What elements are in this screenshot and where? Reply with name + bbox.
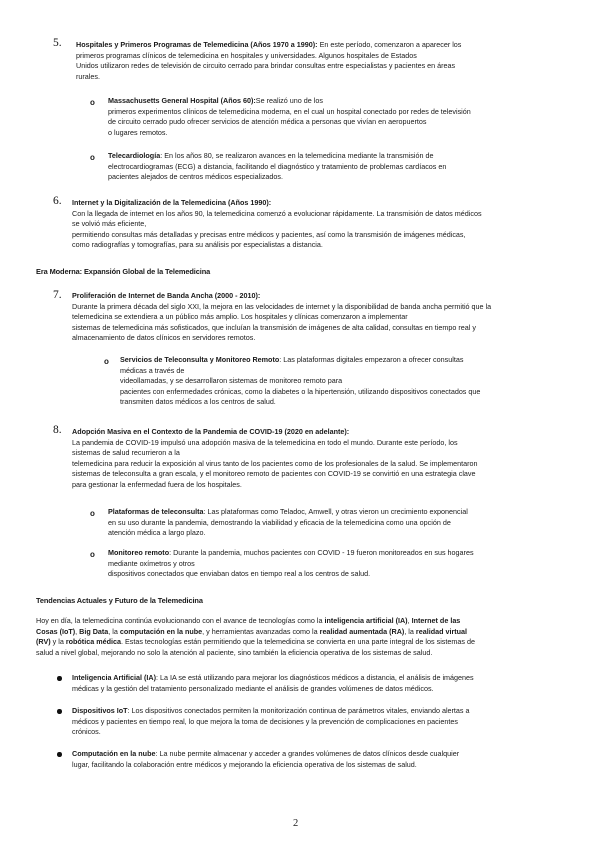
text-span: inteligencia artificial (IA): [324, 616, 408, 625]
item-7-sub-1-title: Servicios de Teleconsulta y Monitoreo Remoto: [120, 355, 280, 364]
square-bullet-icon: o: [90, 550, 95, 559]
text-span: Internet de las: [411, 616, 461, 625]
text-line: para gestionar la enfermedad fuera de los hospitales.: [72, 479, 242, 489]
page-number: 2: [293, 818, 299, 829]
text-line: En este período, comenzaron a aparecer los: [319, 40, 462, 49]
trend-bullet-title: Dispositivos IoT: [72, 706, 128, 715]
text-span: . Estas tecnologías están permitiendo que la telemedicina se convierta en una parte integral de los sistemas de: [120, 637, 475, 646]
text-line: Se realizó uno de los: [255, 96, 323, 105]
item-5-sub-1-title: Massachusetts General Hospital (Años 60):: [108, 96, 256, 105]
text-span: , la: [404, 626, 416, 636]
text-line: videollamadas, y se desarrollaron sistemas de monitoreo remoto para: [120, 376, 343, 385]
text-line: salud a nivel global, mejorando no solo la atención al paciente, sino también la eficiencia operativa de los sistemas de salud.: [36, 647, 433, 657]
item-8-sub-1: [108, 507, 563, 539]
text-line: médicas a través de: [120, 365, 185, 375]
text-line: transmiten datos médicos a los centros de salud.: [120, 397, 276, 406]
text-span: (RV): [36, 637, 51, 646]
item-8-sub-1-title: Plataformas de teleconsulta: [108, 507, 204, 516]
item-7-text: [72, 291, 572, 344]
text-line: lugar, facilitando la colaboración entre médicos y mejorando la eficiencia operativa de los sistemas de salud.: [72, 759, 417, 769]
trend-bullet-title: Computación en la nube: [72, 749, 156, 758]
text-line: mediante oxímetros y otros: [108, 558, 195, 568]
square-bullet-icon: o: [90, 98, 95, 107]
text-line: pacientes alejados de centros médicos especializados.: [108, 172, 283, 181]
text-line: telemedicina se extendiera a un público más amplio. Los hospitales y clínicas comenzaron a implementar: [72, 312, 408, 321]
square-bullet-icon: o: [104, 357, 109, 366]
trend-bullet-ia: [72, 673, 570, 694]
text-line: permitiendo consultas más detalladas y precisas entre médicos y pacientes, así como la transmisión de imágenes médicas,: [72, 229, 466, 239]
text-line: Con la llegada de internet en los años 90, la telemedicina comenzó a evolucionar rápidamente. La transmisión de datos médicos: [72, 208, 482, 218]
text-span: robótica médica: [65, 637, 121, 646]
text-line: o lugares remotos.: [108, 127, 168, 137]
bullet-dot-icon: [57, 676, 62, 681]
text-line: : La IA se está utilizando para mejorar los diagnósticos médicos a distancia, el análisis de imágenes: [156, 673, 474, 682]
item-5-number: 5.: [53, 37, 62, 49]
square-bullet-icon: o: [90, 509, 95, 518]
text-span: realidad aumentada (RA): [319, 626, 405, 636]
text-line: de circuito cerrado pudo ofrecer servicios de atención médica a personas que vivían en aeropuertos: [108, 117, 427, 126]
text-line: atención médica a largo plazo.: [108, 528, 206, 537]
text-span: , la: [108, 626, 120, 636]
text-line: primeros programas clínicos de telemedicina en hospitales y universidades. Algunos hospitales de Estados: [76, 50, 417, 60]
text-span: y la: [50, 637, 66, 646]
item-7-title: Proliferación de Internet de Banda Ancha (2000 - 2010):: [72, 291, 261, 300]
text-line: dispositivos conectados que enviaban datos en tiempo real a los centros de salud.: [108, 569, 371, 578]
text-line: rurales.: [76, 71, 100, 81]
text-span: , y herramientas avanzadas como la: [202, 626, 320, 636]
text-line: : La nube permite almacenar y acceder a grandes volúmenes de datos clínicos desde cualquier: [155, 749, 460, 758]
item-8-number: 8.: [53, 424, 62, 436]
trends-paragraph: [36, 616, 570, 658]
section-heading-era-moderna: Era Moderna: Expansión Global de la Telemedicina: [36, 267, 211, 276]
text-line: médicos y pacientes en tiempo real, lo que mejora la toma de decisiones y la prevención de complicaciones en pacientes: [72, 716, 458, 726]
text-line: como radiografías y tomografías, para su análisis por especialistas a distancia.: [72, 240, 323, 249]
item-6-number: 6.: [53, 195, 62, 207]
text-span: Hoy en día, la telemedicina continúa evolucionando con el avance de tecnologías como la: [36, 616, 325, 625]
trend-bullet-iot: [72, 706, 570, 738]
item-8-sub-2: [108, 548, 563, 580]
item-7-sub-1: [120, 355, 565, 408]
text-span: ,: [75, 626, 80, 636]
item-5-sub-2-title: Telecardiología: [108, 151, 161, 160]
text-line: se volvió más eficiente,: [72, 219, 147, 228]
text-line: médicas y la gestión del tratamiento personalizado mediante el análisis de grandes volúmenes de datos médicos.: [72, 683, 434, 693]
bullet-dot-icon: [57, 752, 62, 757]
item-8-title: Adopción Masiva en el Contexto de la Pandemia de COVID-19 (2020 en adelante):: [72, 427, 350, 436]
item-5-title: Hospitales y Primeros Programas de Telemedicina (Años 1970 a 1990):: [76, 40, 318, 49]
item-5-sub-1: [108, 96, 558, 138]
text-line: : Durante la pandemia, muchos pacientes con COVID - 19 fueron monitoreados en sus hogares: [169, 548, 474, 557]
trend-bullet-title: Inteligencia Artificial (IA): [72, 673, 156, 682]
text-span: ,: [407, 616, 412, 625]
text-line: : Los dispositivos conectados permiten la monitorización continua de parámetros vitales, enviando alertas a: [127, 706, 470, 715]
text-line: pacientes con enfermedades crónicas, como la diabetes o la hipertensión, utilizando dispositivos conectados que: [120, 386, 481, 396]
item-5-sub-2: [108, 151, 558, 183]
text-line: sistemas de salud recurrieron a la: [72, 448, 180, 457]
item-6-text: [72, 198, 572, 251]
item-5-text: [76, 40, 566, 82]
text-span: Cosas (IoT): [36, 626, 76, 636]
item-6-title: Internet y la Digitalización de la Telemedicina (Años 1990):: [72, 198, 272, 207]
text-line: primeros experimentos clínicos de telemedicina moderna, en el cual un hospital conectado por redes de televisión: [108, 106, 471, 116]
text-line: Unidos utilizaron redes de televisión de circuito cerrado para brindar consultas entre especialistas y pacientes en áreas: [76, 61, 456, 70]
text-line: electrocardiogramas (ECG) a distancia, facilitando el diagnóstico y tratamiento de problemas cardíacos en: [108, 161, 447, 171]
text-span: realidad virtual: [415, 626, 468, 636]
text-line: : Las plataformas digitales empezaron a ofrecer consultas: [279, 355, 464, 364]
text-span: computación en la nube: [119, 626, 203, 636]
square-bullet-icon: o: [90, 153, 95, 162]
text-line: almacenamiento de datos clínicos en servidores remotos.: [72, 333, 256, 342]
item-8-text: [72, 427, 572, 490]
text-line: : En los años 80, se realizaron avances en la telemedicina mediante la transmisión de: [160, 151, 434, 160]
text-line: Durante la primera década del siglo XXI, la mejora en las velocidades de internet y la disponibilidad de banda ancha permitió que la: [72, 301, 492, 311]
item-7-number: 7.: [53, 289, 62, 301]
text-line: en su uso durante la pandemia, demostrando la viabilidad y eficacia de la telemedicina como una opción de: [108, 517, 451, 527]
item-8-sub-2-title: Monitoreo remoto: [108, 548, 170, 557]
text-line: telemedicina para reducir la exposición al virus tanto de los pacientes como de los profesionales de la salud. Se implementaron: [72, 458, 478, 468]
text-line: crónicos.: [72, 727, 101, 736]
text-line: sistemas de telemedicina más sofisticados, que incluían la transmisión de imágenes de alta calidad, consultas en tiempo real y: [72, 322, 476, 332]
text-span: Big Data: [79, 626, 109, 636]
text-line: sistemas de teleconsulta a gran escala, y el monitoreo remoto de pacientes con COVID-19 se convirtió en una estrategia clave: [72, 469, 476, 478]
text-line: : Las plataformas como Teladoc, Amwell, y otras vieron un crecimiento exponencial: [203, 507, 468, 516]
bullet-dot-icon: [57, 709, 62, 714]
section-heading-tendencias: Tendencias Actuales y Futuro de la Telemedicina: [36, 596, 203, 605]
trend-bullet-cloud: [72, 749, 570, 770]
text-line: La pandemia de COVID-19 impulsó una adopción masiva de la telemedicina en todo el mundo. Durante este período, los: [72, 437, 458, 447]
